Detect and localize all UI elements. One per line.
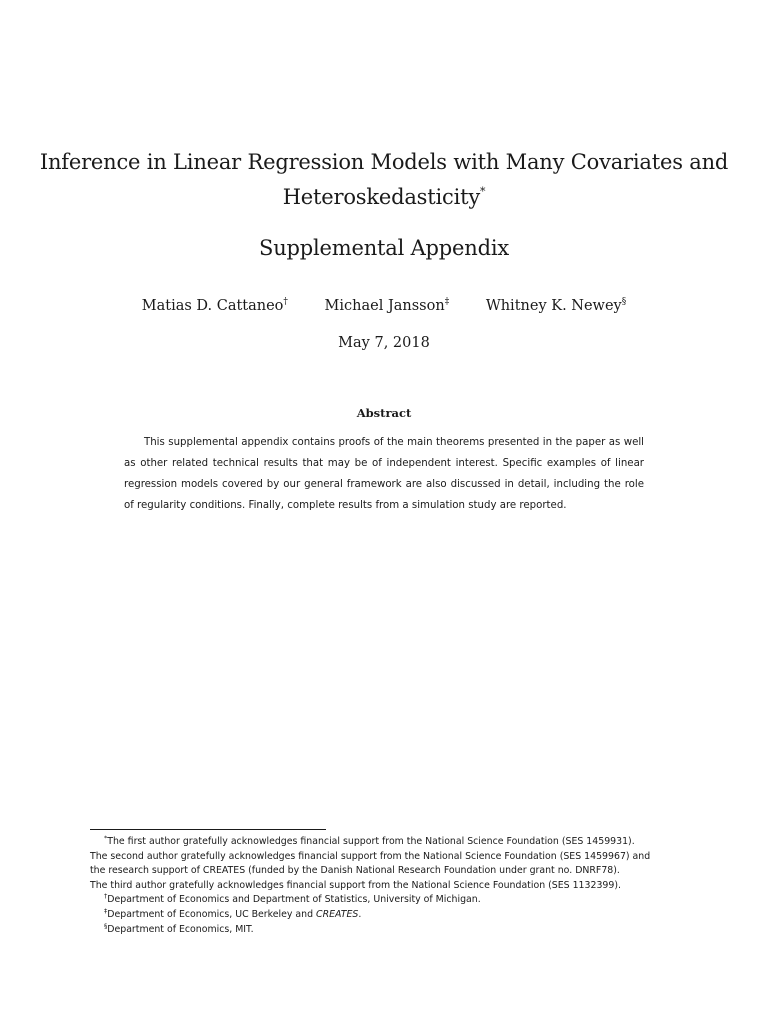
footnote-star-text-1: The first author gratefully acknowledges financial support from the National Science Foundation (SES 1459931). — [107, 836, 635, 847]
paper-title-line-1 — [0, 150, 768, 174]
title-text-2: Heteroskedasticity — [282, 185, 480, 209]
footnotes — [90, 835, 678, 937]
footnote-ddagger — [90, 908, 678, 923]
abstract-body: This supplemental appendix contains proofs of the main theorems presented in the paper as well as other related technical results that may be of independent interest. Specific examples of linear regression models covered by our general framework are also discussed in detail, including the role of regularity conditions. Finally, complete results from a simulation study are reported. — [124, 437, 644, 511]
author-2-mark[interactable]: ‡ — [444, 297, 450, 307]
footnote-ddagger-text: Department of Economics, UC Berkeley and — [107, 908, 317, 920]
footnote-section — [90, 923, 678, 938]
author-3-name: Whitney K. Newey — [485, 298, 622, 314]
title-footnote-mark[interactable]: * — [479, 185, 486, 198]
author-2-name: Michael Jansson — [324, 298, 445, 314]
paper-subtitle — [0, 236, 768, 260]
author-2 — [325, 298, 450, 314]
footnote-section-text: Department of Economics, MIT. — [107, 923, 254, 935]
author-1-name: Matias D. Cattaneo — [141, 298, 284, 314]
footnote-section-mark: § — [104, 921, 108, 930]
footnote-ddagger-creates: CREATES — [316, 908, 359, 920]
footnote-star-line-2: The second author gratefully acknowledges financial support from the National Science Foundation (SES 1459967) and — [90, 850, 651, 862]
author-3-mark[interactable]: § — [621, 297, 627, 307]
abstract-heading: Abstract — [356, 406, 412, 420]
footnote-star-line-4: The third author gratefully acknowledges financial support from the National Science Foundation (SES 1132399). — [90, 879, 621, 891]
author-1 — [142, 298, 288, 314]
author-3 — [486, 298, 626, 314]
title-text-1: Inference in Linear Regression Models with Many Covariates and — [39, 150, 729, 174]
author-list — [0, 298, 768, 314]
paper-date: May 7, 2018 — [338, 335, 430, 351]
footnote-dagger-text: Department of Economics and Department of Statistics, University of Michigan. — [107, 894, 481, 906]
author-1-mark[interactable]: † — [283, 297, 288, 307]
footnote-ddagger-mark: ‡ — [104, 906, 108, 915]
footnote-divider — [90, 829, 326, 830]
footnote-star-mark: * — [104, 834, 108, 842]
footnote-ddagger-period: . — [358, 908, 362, 920]
footnote-dagger — [90, 893, 678, 908]
footnote-star-line-3: the research support of CREATES (funded by the Danish National Research Foundation under grant no. DNRF78). — [90, 865, 620, 877]
paper-title-line-2 — [0, 185, 768, 209]
footnote-star-line-1 — [90, 835, 678, 850]
subtitle-text: Supplemental Appendix — [259, 236, 509, 260]
footnote-dagger-mark: † — [104, 892, 108, 901]
